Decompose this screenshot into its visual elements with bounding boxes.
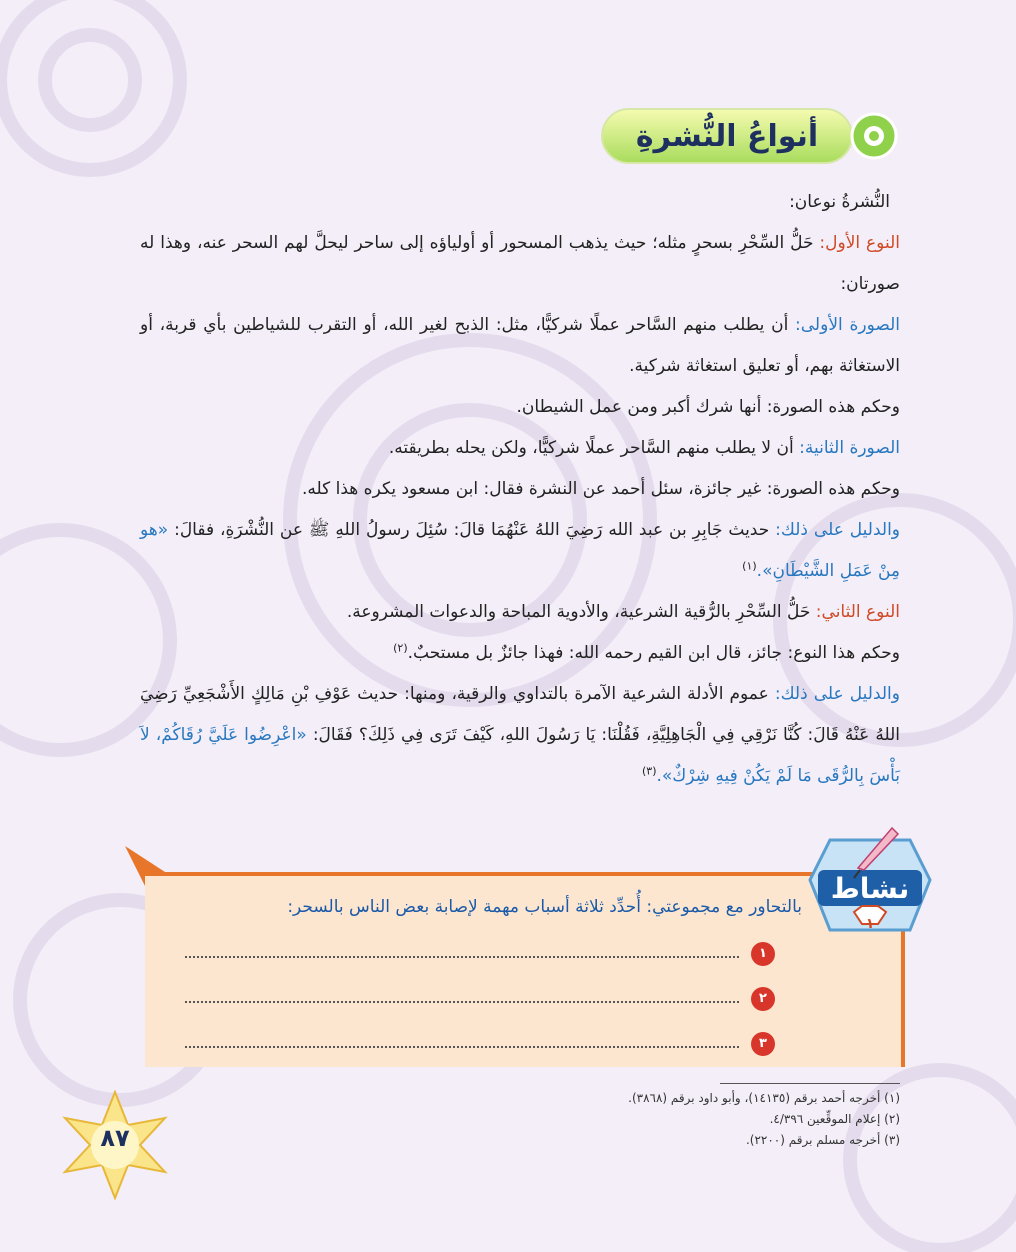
form2-label: الصورة الثانية: <box>799 438 900 458</box>
answer-line-3[interactable] <box>185 1032 775 1058</box>
form1-ruling: وحكم هذه الصورة: أنها شرك أكبر ومن عمل الشيطان. <box>516 397 900 417</box>
type2-ruling-paragraph <box>140 633 900 674</box>
footnote-1: (١) أخرجه أحمد برقم (١٤١٣٥)، وأبو داود برقم (٣٨٦٨). <box>628 1091 900 1105</box>
type1-text: حَلُّ السِّحْرِ بسحرٍ مثله؛ حيث يذهب المسحور أو أولياؤه إلى ساحر ليحلَّ لهم السحر عنه، وهذا له صورتان: <box>140 233 900 294</box>
footnote-ref-2: (٢) <box>393 641 408 655</box>
answer-dotted-line[interactable] <box>185 1046 739 1048</box>
type2-paragraph <box>140 592 900 633</box>
evidence1-label: والدليل على ذلك: <box>775 520 900 540</box>
evidence1-quote: «هو مِنْ عَمَلِ الشَّيْطَانِ». <box>140 520 900 581</box>
answer-dotted-line[interactable] <box>185 956 739 958</box>
type2-label: النوع الثاني: <box>815 602 900 622</box>
lesson-content <box>140 182 900 797</box>
answer-number-3: ٣ <box>751 1032 775 1056</box>
evidence2-quote: «اعْرِضُوا عَلَيَّ رُقَاكُمْ، لاَ بَأْسَ بِالرُّقَى مَا لَمْ يَكُنْ فِيهِ شِرْكٌ». <box>140 725 900 786</box>
footnote-divider <box>720 1083 900 1084</box>
answer-line-1[interactable] <box>185 942 775 968</box>
form2-text: أن لا يطلب منهم السَّاحر عملًا شركيًّا، ولكن يحله بطريقته. <box>388 438 800 458</box>
evidence2-text: عموم الأدلة الشرعية الآمرة بالتداوي والرقية، ومنها: حديث عَوْفِ بْنِ مَالِكٍ الأَشْجَعِيِّ رَضِيَ اللهُ عَنْهُ قَالَ: كُنَّا نَرْقِي فِي الْجَاهِلِيَّةِ، فَقُلْنَا: يَا رَسُولَ اللهِ، كَيْفَ تَرَى فِي ذَلِكَ؟ فَقَالَ: <box>140 684 900 745</box>
footnotes <box>560 1088 900 1151</box>
title-ornament-icon <box>852 114 896 158</box>
evidence2-paragraph <box>140 674 900 797</box>
activity-badge-number: ١ <box>865 916 875 932</box>
answer-dotted-line[interactable] <box>185 1001 739 1003</box>
evidence1-paragraph <box>140 510 900 592</box>
answer-number-1: ١ <box>751 942 775 966</box>
form1-label: الصورة الأولى: <box>795 315 900 335</box>
type2-ruling: وحكم هذا النوع: جائز، قال ابن القيم رحمه الله: فهذا جائزٌ بل مستحبٌ. <box>407 643 900 663</box>
footnote-2: (٢) إعلام الموقِّعين ٤/٣٩٦. <box>769 1112 900 1126</box>
footnote-3: (٣) أخرجه مسلم برقم (٢٢٠٠). <box>745 1133 900 1147</box>
evidence1-text: حديث جَابِرِ بن عبد الله رَضِيَ اللهُ عَنْهُمَا قالَ: سُئِلَ رسولُ اللهِ ﷺ عن النُّشْرَةِ، فقالَ: <box>174 520 776 540</box>
page-number: ٨٧ <box>100 1124 130 1152</box>
form1-paragraph <box>140 305 900 387</box>
form2-ruling: وحكم هذه الصورة: غير جائزة، سئل أحمد عن النشرة فقال: ابن مسعود يكره هذا كله. <box>302 479 900 499</box>
answer-number-2: ٢ <box>751 987 775 1011</box>
evidence2-label: والدليل على ذلك: <box>774 684 900 704</box>
page-title: أنواعُ النُّشرةِ <box>635 118 819 154</box>
form1-text: أن يطلب منهم السَّاحر عملًا شركيًّا، مثل: الذبح لغير الله، أو التقرب للشياطين بأي قربة، أو الاستغاثة بهم، أو تعليق استغاثة شركية. <box>140 315 900 376</box>
intro-line: النُّشرةُ نوعان: <box>789 192 890 212</box>
footnote-ref-3: (٣) <box>641 764 657 778</box>
activity-prompt: بالتحاور مع مجموعتي: أُحدِّد ثلاثة أسباب مهمة لإصابة بعض الناس بالسحر: <box>287 897 802 917</box>
type1-label: النوع الأول: <box>819 233 900 253</box>
form2-paragraph <box>140 428 900 469</box>
footnote-ref-1: (١) <box>742 559 757 573</box>
type1-paragraph <box>140 223 900 305</box>
answer-line-2[interactable] <box>185 987 775 1013</box>
type2-text: حَلُّ السِّحْرِ بالرُّقية الشرعية، والأدوية المباحة والدعوات المشروعة. <box>346 602 816 622</box>
activity-badge-label: نشاط <box>830 872 910 905</box>
